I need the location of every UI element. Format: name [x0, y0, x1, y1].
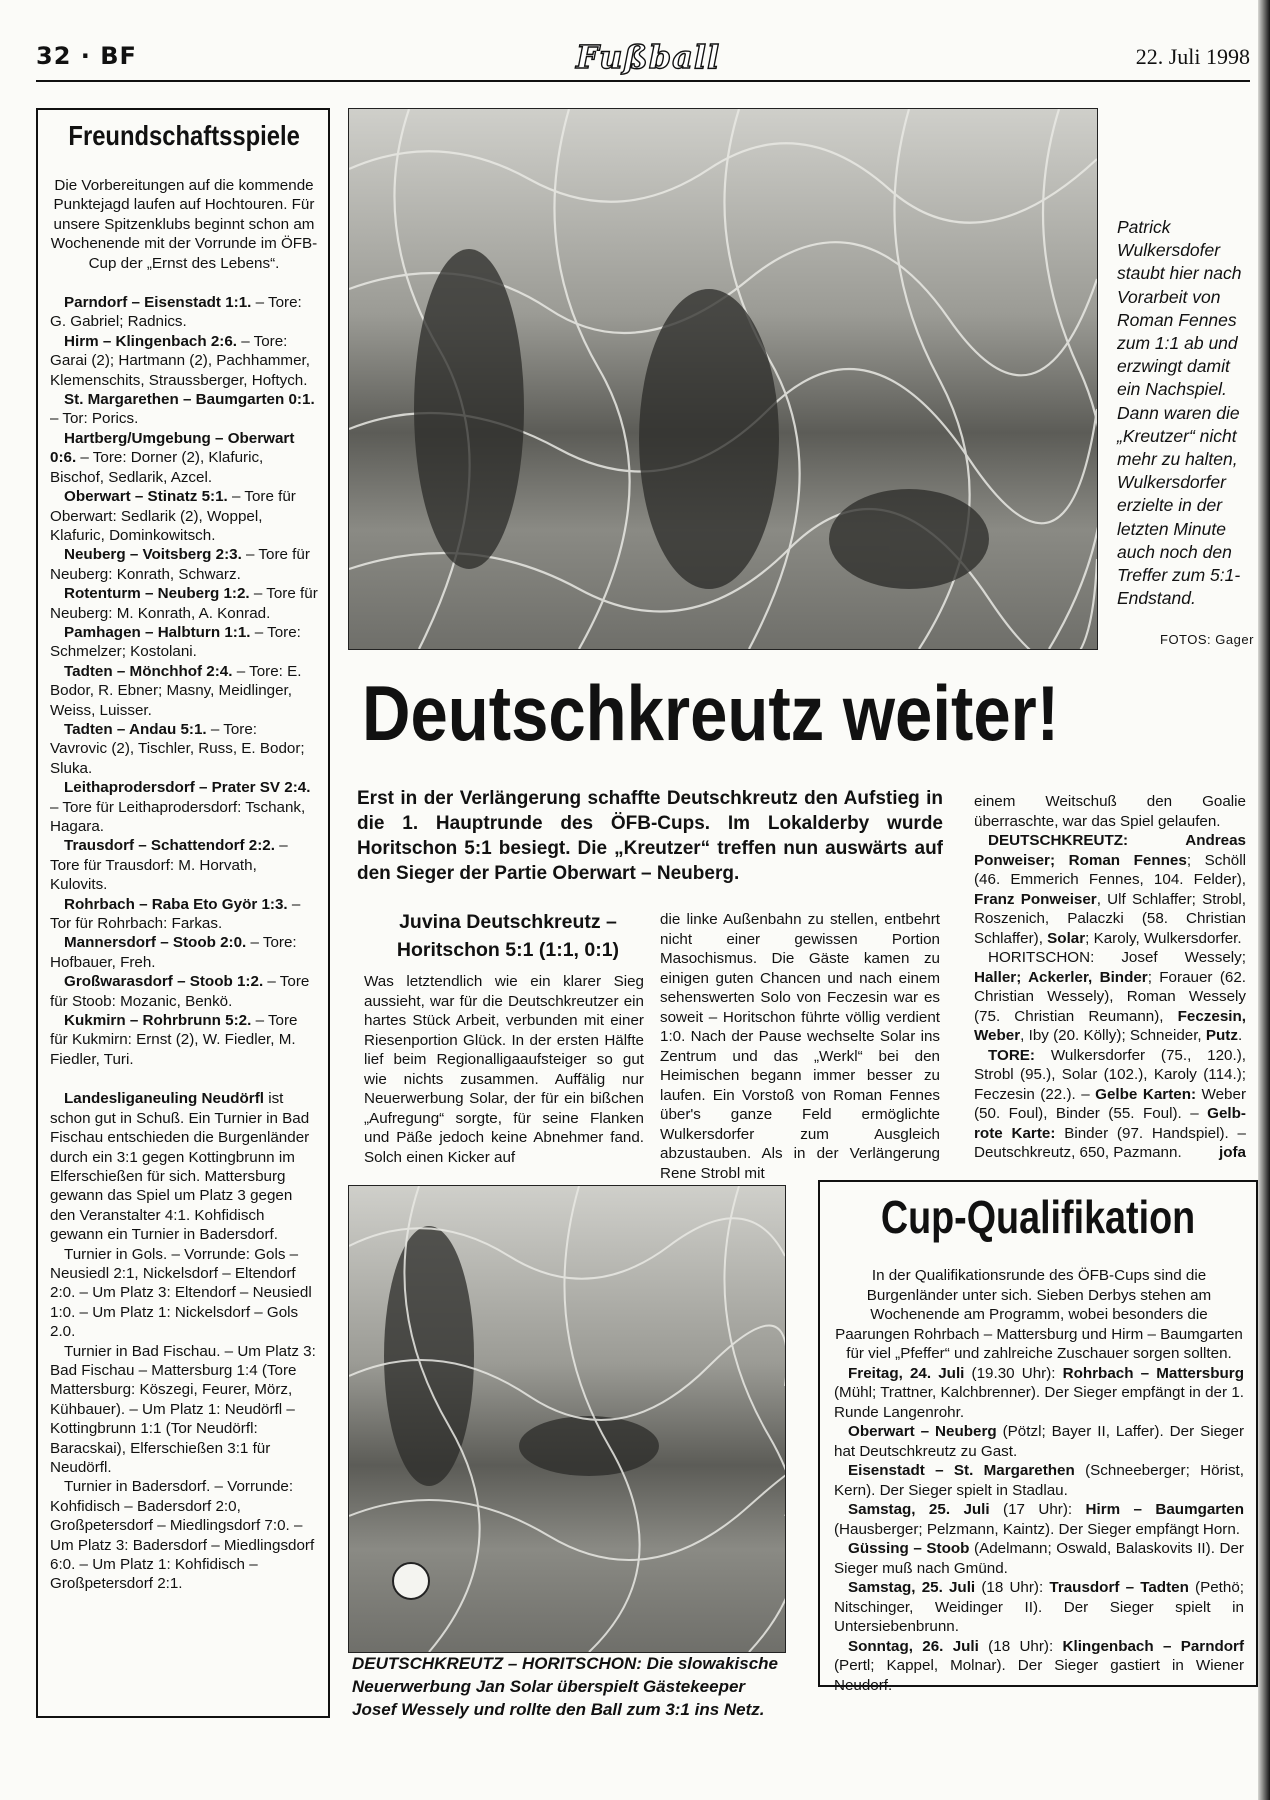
cup-fixture-bold2: Hirm – Baumgarten	[1085, 1501, 1244, 1518]
photo-caption-2: DEUTSCHKREUTZ – HORITSCHON: Die slowakische Neuerwerbung Jan Solar überspielt Gästekeeper Josef Wessely und rollte den Ball zum 3:1 ins Netz.	[352, 1654, 779, 1719]
cup-fixture-text: (18 Uhr):	[975, 1579, 1050, 1596]
result-item	[50, 1011, 318, 1069]
result-detail: – Tore: G. Gabriel; Radnics.	[50, 294, 302, 331]
goal-net-overlay	[349, 109, 1097, 649]
result-item	[50, 584, 318, 623]
result-item	[50, 720, 318, 778]
result-item	[50, 390, 318, 429]
cup-fixture-bold: Freitag, 24. Juli	[848, 1364, 965, 1382]
cup-fixture-item	[834, 1461, 1244, 1500]
result-match: Hartberg/Umgebung – Oberwart 0:6.	[50, 429, 295, 467]
result-match: Rohrbach – Raba Eto Györ 1:3.	[64, 895, 288, 913]
lineup-horitschon	[974, 948, 1246, 1046]
cup-fixture-bold: Samstag, 25. Juli	[848, 1579, 976, 1596]
result-item	[50, 836, 318, 894]
cup-fixture-item	[834, 1500, 1244, 1539]
cup-fixture-bold2: Rohrbach – Mattersburg	[1062, 1364, 1244, 1382]
cup-fixture-item	[834, 1637, 1244, 1696]
cup-fixture-text: (19.30 Uhr):	[964, 1364, 1063, 1382]
result-match: Kukmirn – Rohrbrunn 5:2.	[64, 1012, 252, 1030]
landesliga-text: ist schon gut in Schuß. Ein Turnier in Bad Fischau entschieden die Burgenländer durch ein 3:1 gegen Kottingbrunn im Elferschießen für sich. Mattersburg gewann das Spiel um Platz 3 gegen den Veranstalter 4:1. Kohfidisch gewann ein Turnier in Badersdorf.	[50, 1090, 310, 1244]
results-list	[50, 293, 318, 1069]
result-match: St. Margarethen – Baumgarten 0:1.	[64, 391, 315, 409]
result-item	[50, 545, 318, 584]
cup-qualification-title: Cup-Qualifikation	[880, 1191, 1196, 1243]
lineup-ho-label: HORITSCHON:	[988, 949, 1095, 966]
result-match: Oberwart – Stinatz 5:1.	[64, 488, 228, 506]
cup-fixture-text2: (Pethö; Nitschinger, Weidinger II). Der Sieger spielt in Untersiebenbrunn.	[834, 1579, 1244, 1635]
cup-fixture-text: (Schneeberger; Hörist, Kern). Der Sieger spielt in Stadlau.	[834, 1462, 1244, 1499]
result-detail: – Tore für Kukmirn: Ernst (2), W. Fiedler, M. Fiedler, Turi.	[50, 1012, 298, 1068]
yellow-cards-label: Gelbe Karten:	[1095, 1085, 1197, 1103]
article-body-col1: Was letztendlich wie ein klarer Sieg aussieht, war für die Deutschkreutzer ein hartes Stück Arbeit, verbunden mit einer Riesenportion Glück. In der ersten Hälfte lief beim Regionalligaaufsteiger so gut wie nichts zusammen. Auffälig nur Neuerwerbung Solar, der für ein bißchen „Aufregung“ sorgte, für seine Flanken und Päße jedoch keine Abnehmer fand. Solch einen Kicker auf	[364, 973, 644, 1166]
result-match: Mannersdorf – Stoob 2:0.	[64, 934, 247, 952]
result-match: Großwarasdorf – Stoob 1:2.	[64, 973, 264, 991]
tournament-badersdorf: Turnier in Badersdorf. – Vorrunde: Kohfidisch – Badersdorf 2:0, Großpetersdorf – Miedlingsdorf 7:0. – Um Platz 3: Badersdorf – Miedlingsdorf 6:0. – Um Platz 1: Kohfidisch – Großpetersdorf 2:1.	[50, 1478, 315, 1593]
cup-fixture-bold: Oberwart – Neuberg	[848, 1423, 997, 1440]
page-edge-shadow	[1258, 0, 1270, 1800]
cup-fixture-bold2: Klingenbach – Parndorf	[1062, 1637, 1245, 1655]
result-detail: – Tore für Neuberg: M. Konrath, A. Konrad.	[50, 585, 318, 622]
lineup-dk-bold3: Solar	[1047, 929, 1086, 947]
cup-fixture-item	[834, 1364, 1244, 1423]
cup-fixture-text2: (Mühl; Trattner, Kalchbrenner). Der Sieger empfängt in der 1. Runde Langenrohr.	[834, 1384, 1244, 1421]
result-detail: – Tore: Schmelzer; Kostolani.	[50, 623, 301, 661]
result-match: Trausdorf – Schattendorf 2:2.	[64, 837, 275, 855]
lineup-dk-text: ; Schöll (46. Emmerich Fennes, 104. Felder),	[974, 851, 1246, 888]
landesliga-paragraph	[50, 1089, 318, 1244]
cup-fixture-text: (17 Uhr):	[989, 1501, 1086, 1518]
cup-fixture-bold: Güssing – Stoob	[848, 1540, 970, 1557]
goal-net-overlay-2	[349, 1186, 785, 1652]
cup-fixture-text: (Pötzl; Bayer II, Laffer). Der Sieger hat Deutschkreutz zu Gast.	[834, 1423, 1245, 1460]
lineup-ho-bold3: Putz	[1205, 1027, 1238, 1044]
result-item	[50, 895, 318, 934]
result-detail: – Tore für Oberwart: Sedlarik (2), Woppel, Klafuric, Dominkowitsch.	[50, 488, 296, 544]
result-detail: – Tore für Stoob: Mozanic, Benkö.	[50, 973, 310, 1010]
tournament-gols: Turnier in Gols. – Vorrunde: Gols – Neusiedl 2:1, Nickelsdorf – Eltendorf 2:0. – Um Platz 3: Eltendorf – Neusiedl 1:0. – Um Platz 1: Nickelsdorf – Gols 2.0.	[50, 1245, 312, 1341]
cup-fixture-item	[834, 1422, 1244, 1461]
result-detail: – Tore für Neuberg: Konrath, Schwarz.	[50, 546, 310, 583]
cup-fixture-bold: Eisenstadt – St. Margarethen	[848, 1462, 1075, 1479]
cup-fixtures	[834, 1364, 1244, 1696]
yellow-red-card-label: Gelb-rote Karte:	[974, 1105, 1246, 1142]
goals-and-cards	[974, 1046, 1246, 1163]
football	[393, 1563, 429, 1599]
lineup-deutschkreutz	[974, 831, 1246, 948]
body-col3-intro: einem Weitschuß den Goalie überraschte, war das Spiel gelaufen.	[974, 793, 1246, 830]
friendly-matches-body	[50, 176, 318, 1594]
result-detail: – Tore: Dorner (2), Klafuric, Bischof, Sedlarik, Azcel.	[50, 449, 264, 486]
article-headline: Deutschkreutz weiter!	[362, 669, 1060, 757]
header-rule	[36, 80, 1250, 82]
result-item	[50, 972, 318, 1011]
lineup-dk-label: DEUTSCHKREUTZ: Andreas Ponweiser; Roman Fennes	[974, 832, 1246, 869]
friendly-intro: Die Vorbereitungen auf die kommende Punktejagd laufen auf Hochtouren. Für unsere Spitzenklubs beginnt schon am Wochenende mit der Vorrunde im ÖFB-Cup der „Ernst des Lebens“.	[50, 177, 318, 272]
result-match: Hirm – Klingenbach 2:6.	[64, 332, 238, 350]
result-detail: – Tore für Leithaprodersdorf: Tschank, Hagara.	[50, 798, 306, 835]
match-result-title: Juvina Deutschkreutz – Horitschon 5:1 (1:1, 0:1)	[396, 911, 620, 961]
cup-fixture-text: (Adelmann; Oswald, Balaskovits II). Der Sieger muß nach Gmünd.	[834, 1540, 1244, 1577]
result-item	[50, 933, 318, 972]
lineup-ho-text2: ; Forauer (62. Christian Wessely), Roman Wessely (75. Christian Reumann),	[974, 968, 1246, 1025]
result-match: Tadten – Andau 5:1.	[64, 720, 207, 738]
result-item	[50, 623, 318, 662]
cup-fixture-item	[834, 1539, 1244, 1578]
lineup-ho-text3: , Iby (20. Kölly); Schneider,	[1020, 1027, 1206, 1044]
result-item	[50, 778, 318, 836]
match-photo-goal-scene	[348, 108, 1098, 650]
result-detail: – Tore: Hofbauer, Freh.	[50, 934, 297, 971]
cup-fixture-text2: (Pertl; Kappel, Molnar). Der Sieger gastiert in Wiener Neudorf.	[834, 1657, 1244, 1694]
result-detail: – Tore: E. Bodor, R. Ebner; Masny, Meidlinger, Weiss, Luisser.	[50, 662, 302, 719]
section-title: Fußball	[576, 38, 721, 76]
goals-text: Wulkersdorfer (75., 120.), Strobl (95.), Solar (102.), Karoly (114.); Feczesin (22.). –	[974, 1046, 1246, 1103]
result-detail: – Tor für Rohrbach: Farkas.	[50, 895, 301, 933]
lineup-ho-text: Josef Wessely;	[1094, 949, 1246, 966]
match-photo-solar-goal	[348, 1185, 786, 1653]
result-item	[50, 487, 318, 545]
cup-fixture-bold: Sonntag, 26. Juli	[848, 1637, 979, 1655]
result-item	[50, 293, 318, 332]
lineup-ho-bold: Haller; Ackerler, Binder	[974, 968, 1148, 986]
cup-intro: In der Qualifikationsrunde des ÖFB-Cups sind die Burgenländer unter sich. Sieben Derbys stehen am Wochenende am Programm, wobei besonders die Paarungen Rohrbach – Mattersburg und Hirm – Baumgarten für viel „Pfeffer“ und zahlreiche Zuschauer sorgen sollten.	[835, 1267, 1243, 1362]
photo-credit: FOTOS: Gager	[1160, 632, 1254, 647]
cup-fixture-text: (18 Uhr):	[978, 1637, 1063, 1655]
page-number: 32 · BF	[36, 42, 137, 70]
result-item	[50, 332, 318, 390]
page-header	[36, 40, 1250, 80]
cup-fixture-text2: (Hausberger; Pelzmann, Kaintz). Der Sieger empfängt Horn.	[834, 1520, 1241, 1538]
result-detail: – Tore für Trausdorf: M. Horvath, Kulovits.	[50, 837, 288, 894]
result-detail: – Tore: Vavrovic (2), Tischler, Russ, E. Bodor; Sluka.	[50, 720, 305, 777]
tournament-bad-fischau: Turnier in Bad Fischau. – Um Platz 3: Bad Fischau – Mattersburg 1:4 (Tore Mattersburg: Köszegi, Feurer, Mörz, Kühbauer). – Um Platz 1: Neudörfl – Kottingbrunn 1:1 (Tor Neudörfl: Baracskai), Elferschießen 3:1 für Neudörfl.	[50, 1342, 316, 1476]
result-match: Leithaprodersdorf – Prater SV 2:4.	[64, 779, 311, 797]
lineup-ho-bold2: Feczesin, Weber	[974, 1007, 1246, 1044]
result-match: Pamhagen – Halbturn 1:1.	[64, 623, 251, 641]
lineup-dk-text3: ; Karoly, Wulkersdorfer.	[1085, 929, 1242, 947]
result-match: Tadten – Mönchhof 2:4.	[64, 662, 233, 680]
result-detail: – Tor: Porics.	[50, 410, 139, 428]
goals-label: TORE:	[988, 1046, 1035, 1064]
result-match: Rotenturm – Neuberg 1:2.	[64, 585, 250, 603]
cup-fixture-bold2: Trausdorf – Tadten	[1049, 1579, 1189, 1596]
result-match: Parndorf – Eisenstadt 1:1.	[64, 294, 252, 312]
result-match: Neuberg – Voitsberg 2:3.	[64, 546, 242, 564]
cup-fixture-item	[834, 1578, 1244, 1637]
yellow-red-card-text: Binder (97. Handspiel). – Deutschkreutz, 650, Pazmann.	[974, 1124, 1246, 1161]
lineup-dk-bold2: Franz Ponweiser	[974, 890, 1097, 908]
result-detail: – Tore: Garai (2); Hartmann (2), Pachhammer, Klemenschits, Straussberger, Hoftych.	[50, 332, 310, 389]
friendly-matches-title: Freundschaftsspiele	[68, 120, 300, 151]
lineup-ho-text4: .	[1237, 1027, 1243, 1044]
cup-qualification-body	[834, 1266, 1244, 1695]
issue-date: 22. Juli 1998	[1135, 44, 1250, 69]
photo-caption-1: Patrick Wulkersdofer staubt hier nach Vorarbeit von Roman Fennes zum 1:1 ab und erzwingt damit ein Nachspiel. Dann waren die „Kreutzer“ nicht mehr zu halten, Wulkersdorfer erzielte in der letzten Minute auch noch den Treffer zum 5:1-Endstand.	[1117, 217, 1242, 609]
lineup-dk-text2: , Ulf Schlaffer; Strobl, Roszenich, Palaczki (58. Christian Schlaffer),	[974, 890, 1246, 947]
yellow-cards-text: Weber (50. Foul), Binder (55. Foul). –	[974, 1085, 1247, 1122]
article-lead: Erst in der Verlängerung schaffte Deutschkreutz den Aufstieg in die 1. Hauptrunde des ÖFB-Cups. Im Lokalderby wurde Horitschon 5:1 besiegt. Die „Kreutzer“ treffen nun auswärts auf den Sieger der Partie Oberwart – Neuberg.	[357, 788, 943, 884]
cup-fixture-bold: Samstag, 25. Juli	[848, 1501, 990, 1518]
landesliga-lead: Landesliganeuling Neudörfl	[64, 1090, 264, 1108]
result-item	[50, 662, 318, 720]
result-item	[50, 429, 318, 487]
author-signature: jofa	[1218, 1144, 1246, 1161]
article-body-col3	[974, 792, 1246, 1163]
article-body-col2: die linke Außenbahn zu stellen, entbehrt nicht einer gewissen Portion Masochismus. Die Gäste kamen zu einigen guten Chancen und nach einem sehenswerten Solo von Feczesin war es soweit – Horitschon führte völlig verdient 1:0. Nach der Pause wechselte Solar ins Zentrum und das „Werkl“ bei den Heimischen begann immer besser zu laufen. Ein Vorstoß von Roman Fennes über's ganze Feld ermöglichte Wulkersdorfer zum Ausgleich abzustauben. Als in der Verlängerung Rene Strobl mit	[660, 911, 940, 1182]
